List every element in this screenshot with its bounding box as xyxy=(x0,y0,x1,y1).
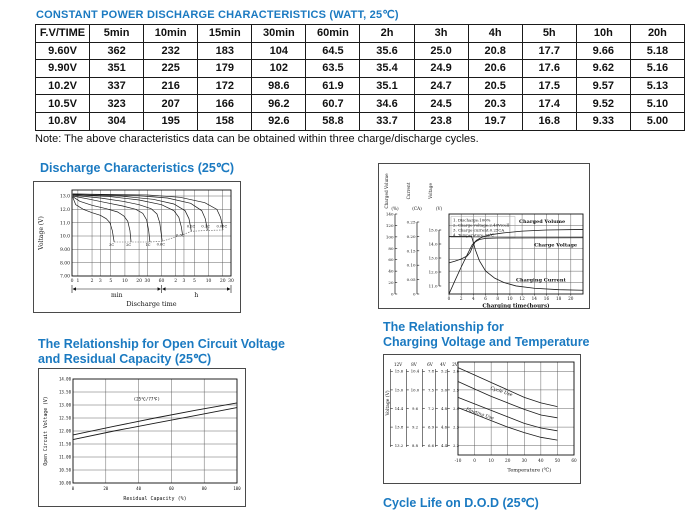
svg-text:10: 10 xyxy=(122,279,128,284)
table-cell: 17.6 xyxy=(522,60,576,78)
svg-text:40: 40 xyxy=(388,268,394,274)
discharge-chart-title: Discharge Characteristics (25℃) xyxy=(40,161,234,175)
column-header: 15min xyxy=(198,25,252,43)
svg-text:0.1C: 0.1C xyxy=(201,224,210,229)
charging-chart xyxy=(378,163,590,309)
table-row xyxy=(36,112,685,130)
table-cell: 351 xyxy=(90,60,144,78)
table-cell: 304 xyxy=(90,112,144,130)
svg-text:6.6: 6.6 xyxy=(427,443,435,449)
svg-text:1C: 1C xyxy=(145,243,151,247)
table-cell: 25.0 xyxy=(414,42,468,60)
discharge-curves xyxy=(73,194,223,242)
table-cell: 337 xyxy=(90,77,144,95)
table-cell: 323 xyxy=(90,95,144,113)
svg-text:0: 0 xyxy=(447,296,451,301)
table-cell: 16.8 xyxy=(522,112,576,130)
table-cell: 232 xyxy=(144,42,198,60)
svg-text:6.9: 6.9 xyxy=(427,424,435,430)
svg-text:4.6: 4.6 xyxy=(440,424,448,430)
svg-text:7.8: 7.8 xyxy=(427,368,435,374)
table-cell: 179 xyxy=(198,60,252,78)
svg-text:4. Temperature:25℃: 4. Temperature:25℃ xyxy=(453,232,495,238)
table-cell: 9.66 xyxy=(576,42,630,60)
svg-text:10.00: 10.00 xyxy=(58,480,71,486)
column-header: 5min xyxy=(90,25,144,43)
svg-text:Charging time(hours): Charging time(hours) xyxy=(482,303,550,308)
svg-text:3: 3 xyxy=(98,279,102,284)
table-cell: 20.5 xyxy=(468,77,522,95)
svg-text:Voltage: Voltage xyxy=(428,183,433,199)
table-cell: 23.8 xyxy=(414,112,468,130)
svg-text:16: 16 xyxy=(543,296,550,301)
table-cell: 20.8 xyxy=(468,42,522,60)
svg-text:10.0: 10.0 xyxy=(410,387,420,393)
svg-text:6V: 6V xyxy=(427,362,433,367)
svg-text:60: 60 xyxy=(168,486,174,491)
ocv-chart-title xyxy=(38,337,338,367)
svg-text:-10: -10 xyxy=(454,458,462,463)
svg-text:Residual Capacity (%): Residual Capacity (%) xyxy=(123,496,187,502)
column-header: 60min xyxy=(306,25,360,43)
svg-text:10.50: 10.50 xyxy=(58,467,71,473)
svg-text:140: 140 xyxy=(385,211,394,217)
svg-text:5: 5 xyxy=(109,279,113,284)
svg-text:7.5: 7.5 xyxy=(427,387,435,393)
svg-text:Charge Voltage: Charge Voltage xyxy=(534,242,578,249)
temp-chart-title xyxy=(383,320,613,350)
ocv-chart-title-line1: The Relationship for Open Circuit Voltage xyxy=(38,337,286,351)
svg-text:1. Discharge:100%: 1. Discharge:100% xyxy=(453,217,491,223)
table-cell: 20.3 xyxy=(468,95,522,113)
table-cell: 19.7 xyxy=(468,112,522,130)
svg-text:Charged Volume: Charged Volume xyxy=(384,173,389,209)
grid xyxy=(458,362,574,455)
svg-text:7.00: 7.00 xyxy=(59,274,70,280)
svg-text:Cycle Use: Cycle Use xyxy=(489,386,513,399)
svg-text:3. Charge current:0.25CA: 3. Charge current:0.25CA xyxy=(453,227,505,233)
table-cell: 35.6 xyxy=(360,42,414,60)
table-cell: 9.57 xyxy=(576,77,630,95)
column-header: 10h xyxy=(576,25,630,43)
svg-text:60: 60 xyxy=(158,279,165,284)
table-cell: 24.9 xyxy=(414,60,468,78)
svg-text:120: 120 xyxy=(385,222,394,228)
table-cell: 9.33 xyxy=(576,112,630,130)
svg-text:2.5: 2.5 xyxy=(452,387,460,393)
svg-text:30: 30 xyxy=(144,279,151,284)
svg-text:0: 0 xyxy=(412,291,416,297)
power-table xyxy=(35,24,685,131)
svg-text:13.0: 13.0 xyxy=(59,194,70,200)
svg-text:3C: 3C xyxy=(109,243,115,247)
svg-text:20: 20 xyxy=(505,458,511,463)
svg-text:Charged Volume: Charged Volume xyxy=(519,219,566,226)
svg-text:20: 20 xyxy=(219,279,226,284)
svg-text:0.6C: 0.6C xyxy=(156,242,166,247)
column-header: 2h xyxy=(360,25,414,43)
svg-text:12.50: 12.50 xyxy=(58,415,71,421)
row-header: 9.60V xyxy=(36,42,90,60)
svg-text:13.00: 13.00 xyxy=(58,402,71,408)
svg-text:Current: Current xyxy=(406,182,411,200)
table-cell: 362 xyxy=(90,42,144,60)
svg-text:min: min xyxy=(111,292,123,299)
svg-text:2C: 2C xyxy=(126,243,132,247)
svg-text:(%): (%) xyxy=(391,206,399,211)
svg-text:10: 10 xyxy=(205,279,212,284)
charging-chart-svg xyxy=(379,164,589,308)
svg-text:12.00: 12.00 xyxy=(58,428,71,434)
svg-text:0.05: 0.05 xyxy=(406,277,416,283)
table-row xyxy=(36,60,685,78)
svg-text:30: 30 xyxy=(228,279,234,284)
svg-text:0.15: 0.15 xyxy=(406,248,416,254)
grid xyxy=(73,379,237,483)
svg-text:Voltage (V): Voltage (V) xyxy=(386,390,391,416)
svg-text:0: 0 xyxy=(71,486,75,491)
table-cell: 207 xyxy=(144,95,198,113)
table-cell: 35.4 xyxy=(360,60,414,78)
ocv-chart-title-line2: and Residual Capacity (25℃) xyxy=(38,352,212,366)
temp-chart-title-line1: The Relationship for xyxy=(383,320,504,334)
table-cell: 158 xyxy=(198,112,252,130)
table-cell: 58.8 xyxy=(306,112,360,130)
svg-text:100: 100 xyxy=(385,234,394,240)
svg-text:(25℃/77℉): (25℃/77℉) xyxy=(133,396,160,402)
temp-chart-svg xyxy=(384,355,580,483)
table-cell: 5.10 xyxy=(630,95,684,113)
svg-text:Discharge time: Discharge time xyxy=(126,300,177,308)
column-header: 20h xyxy=(630,25,684,43)
svg-text:11.0: 11.0 xyxy=(59,221,70,227)
table-row xyxy=(36,42,685,60)
svg-text:1: 1 xyxy=(76,279,80,284)
table-cell: 64.5 xyxy=(306,42,360,60)
table-cell: 61.9 xyxy=(306,77,360,95)
svg-text:(CA): (CA) xyxy=(412,206,422,211)
svg-text:2. Charge voltage:2.40V/cell: 2. Charge voltage:2.40V/cell xyxy=(453,222,510,228)
svg-text:9.00: 9.00 xyxy=(59,247,70,253)
svg-text:60: 60 xyxy=(571,458,577,463)
svg-text:9.2: 9.2 xyxy=(411,424,419,430)
svg-text:10: 10 xyxy=(507,296,513,301)
svg-text:80: 80 xyxy=(201,486,207,491)
svg-text:100: 100 xyxy=(233,486,241,491)
svg-text:Open Circuit Voltage (V): Open Circuit Voltage (V) xyxy=(44,396,49,466)
discharge-chart-svg xyxy=(34,182,240,312)
table-cell: 166 xyxy=(198,95,252,113)
svg-text:18: 18 xyxy=(555,296,562,301)
column-header: 5h xyxy=(522,25,576,43)
svg-text:60: 60 xyxy=(388,257,394,263)
table-cell: 33.7 xyxy=(360,112,414,130)
svg-text:5.2: 5.2 xyxy=(440,368,448,374)
table-cell: 17.7 xyxy=(522,42,576,60)
svg-text:0.05C: 0.05C xyxy=(216,224,228,229)
table-row xyxy=(36,77,685,95)
svg-text:0.2C: 0.2C xyxy=(186,224,196,229)
svg-text:Charging Current: Charging Current xyxy=(516,277,566,284)
row-header: 9.90V xyxy=(36,60,90,78)
svg-text:13.8: 13.8 xyxy=(394,424,404,430)
svg-text:2: 2 xyxy=(459,296,463,301)
table-cell: 17.5 xyxy=(522,77,576,95)
column-header: 3h xyxy=(414,25,468,43)
table-cell: 195 xyxy=(144,112,198,130)
svg-text:2.4: 2.4 xyxy=(452,405,460,411)
svg-text:50: 50 xyxy=(554,458,561,463)
table-cell: 102 xyxy=(252,60,306,78)
svg-text:5: 5 xyxy=(192,279,196,284)
table-cell: 96.2 xyxy=(252,95,306,113)
svg-text:8V: 8V xyxy=(411,362,417,367)
svg-text:11.0: 11.0 xyxy=(428,283,438,289)
svg-text:h: h xyxy=(194,292,199,299)
table-cell: 9.52 xyxy=(576,95,630,113)
svg-text:12: 12 xyxy=(519,296,525,301)
table-cell: 5.00 xyxy=(630,112,684,130)
table-cell: 183 xyxy=(198,42,252,60)
row-header: 10.8V xyxy=(36,112,90,130)
svg-text:2V: 2V xyxy=(452,362,458,367)
temp-chart-title-line2: Charging Voltage and Temperature xyxy=(383,335,590,349)
table-cell: 9.62 xyxy=(576,60,630,78)
svg-text:30: 30 xyxy=(521,458,527,463)
table-cell: 216 xyxy=(144,77,198,95)
svg-text:Floating Use: Floating Use xyxy=(465,407,495,422)
svg-text:13.2: 13.2 xyxy=(394,443,404,449)
svg-text:13.0: 13.0 xyxy=(428,255,438,261)
column-header: 4h xyxy=(468,25,522,43)
svg-text:8.8: 8.8 xyxy=(411,443,419,449)
table-cell: 60.7 xyxy=(306,95,360,113)
svg-text:9.6: 9.6 xyxy=(411,405,419,411)
ocv-lines xyxy=(73,403,237,440)
svg-text:20: 20 xyxy=(388,280,394,286)
svg-text:4V: 4V xyxy=(440,362,446,367)
charging-curves xyxy=(449,229,583,294)
svg-text:20: 20 xyxy=(136,279,142,284)
table-cell: 35.1 xyxy=(360,77,414,95)
table-cell: 17.4 xyxy=(522,95,576,113)
svg-text:2.6: 2.6 xyxy=(452,368,460,374)
column-header: F.V/TIME xyxy=(36,25,90,43)
svg-text:15.6: 15.6 xyxy=(394,368,404,374)
table-cell: 24.5 xyxy=(414,95,468,113)
svg-text:0.20: 0.20 xyxy=(406,233,416,239)
svg-text:10.4: 10.4 xyxy=(410,368,420,374)
svg-text:2.3: 2.3 xyxy=(452,424,460,430)
table-cell: 98.6 xyxy=(252,77,306,95)
svg-text:0: 0 xyxy=(70,279,74,284)
svg-text:8: 8 xyxy=(496,296,500,301)
table-cell: 5.18 xyxy=(630,42,684,60)
ocv-chart-svg xyxy=(39,369,245,506)
svg-text:11.00: 11.00 xyxy=(58,454,71,460)
table-note: Note: The above characteristics data can be obtained within three charge/discharge cycles. xyxy=(35,133,479,145)
svg-text:0.3C: 0.3C xyxy=(176,233,185,238)
svg-text:6: 6 xyxy=(484,296,487,301)
ocv-chart xyxy=(38,368,246,507)
table-cell: 34.6 xyxy=(360,95,414,113)
temp-chart xyxy=(383,354,581,484)
table-cell: 172 xyxy=(198,77,252,95)
svg-text:0: 0 xyxy=(473,458,476,463)
svg-text:20: 20 xyxy=(568,296,574,301)
svg-text:4.4: 4.4 xyxy=(440,443,448,449)
svg-text:11.50: 11.50 xyxy=(58,441,71,447)
svg-text:12.0: 12.0 xyxy=(428,269,438,275)
svg-text:20: 20 xyxy=(103,486,109,491)
table-cell: 63.5 xyxy=(306,60,360,78)
table-cell: 104 xyxy=(252,42,306,60)
svg-text:14.4: 14.4 xyxy=(394,405,404,411)
svg-text:5.0: 5.0 xyxy=(440,387,448,393)
svg-text:2: 2 xyxy=(174,279,178,284)
svg-text:14.0: 14.0 xyxy=(428,241,438,247)
table-cell: 5.16 xyxy=(630,60,684,78)
svg-text:2.2: 2.2 xyxy=(452,443,460,449)
row-header: 10.5V xyxy=(36,95,90,113)
svg-text:40: 40 xyxy=(538,458,544,463)
svg-text:10: 10 xyxy=(488,458,494,463)
svg-text:12V: 12V xyxy=(393,362,403,367)
svg-text:(V): (V) xyxy=(435,206,443,211)
discharge-chart xyxy=(33,181,241,313)
table-cell: 24.7 xyxy=(414,77,468,95)
svg-text:15.0: 15.0 xyxy=(394,387,404,393)
svg-text:0.10: 0.10 xyxy=(406,262,416,268)
column-header: 30min xyxy=(252,25,306,43)
svg-text:Voltage (V): Voltage (V) xyxy=(38,216,45,250)
table-cell: 92.6 xyxy=(252,112,306,130)
svg-text:4: 4 xyxy=(472,296,475,301)
svg-text:80: 80 xyxy=(388,245,394,251)
table-cell: 225 xyxy=(144,60,198,78)
svg-text:10.0: 10.0 xyxy=(59,234,70,240)
row-header: 10.2V xyxy=(36,77,90,95)
svg-text:14.00: 14.00 xyxy=(58,376,71,382)
table-cell: 20.6 xyxy=(468,60,522,78)
svg-text:0: 0 xyxy=(390,291,394,297)
page-title: CONSTANT POWER DISCHARGE CHARACTERISTICS (WATT, 25℃) xyxy=(36,9,399,21)
svg-text:12.0: 12.0 xyxy=(59,207,70,213)
svg-text:7.2: 7.2 xyxy=(427,405,435,411)
svg-text:40: 40 xyxy=(136,486,142,491)
table-header-row xyxy=(36,25,685,43)
svg-text:3: 3 xyxy=(182,279,186,284)
svg-text:Temperature (℃): Temperature (℃) xyxy=(507,467,552,474)
table-cell: 5.13 xyxy=(630,77,684,95)
svg-text:15.0: 15.0 xyxy=(428,227,438,233)
svg-text:2: 2 xyxy=(90,279,94,284)
svg-text:0.25: 0.25 xyxy=(406,219,416,225)
svg-text:8.00: 8.00 xyxy=(59,261,70,267)
svg-text:4.8: 4.8 xyxy=(440,405,448,411)
svg-text:14: 14 xyxy=(531,296,537,301)
table-row xyxy=(36,95,685,113)
column-header: 10min xyxy=(144,25,198,43)
cycle-life-title: Cycle Life on D.O.D (25℃) xyxy=(383,496,539,510)
svg-text:13.50: 13.50 xyxy=(58,389,71,395)
